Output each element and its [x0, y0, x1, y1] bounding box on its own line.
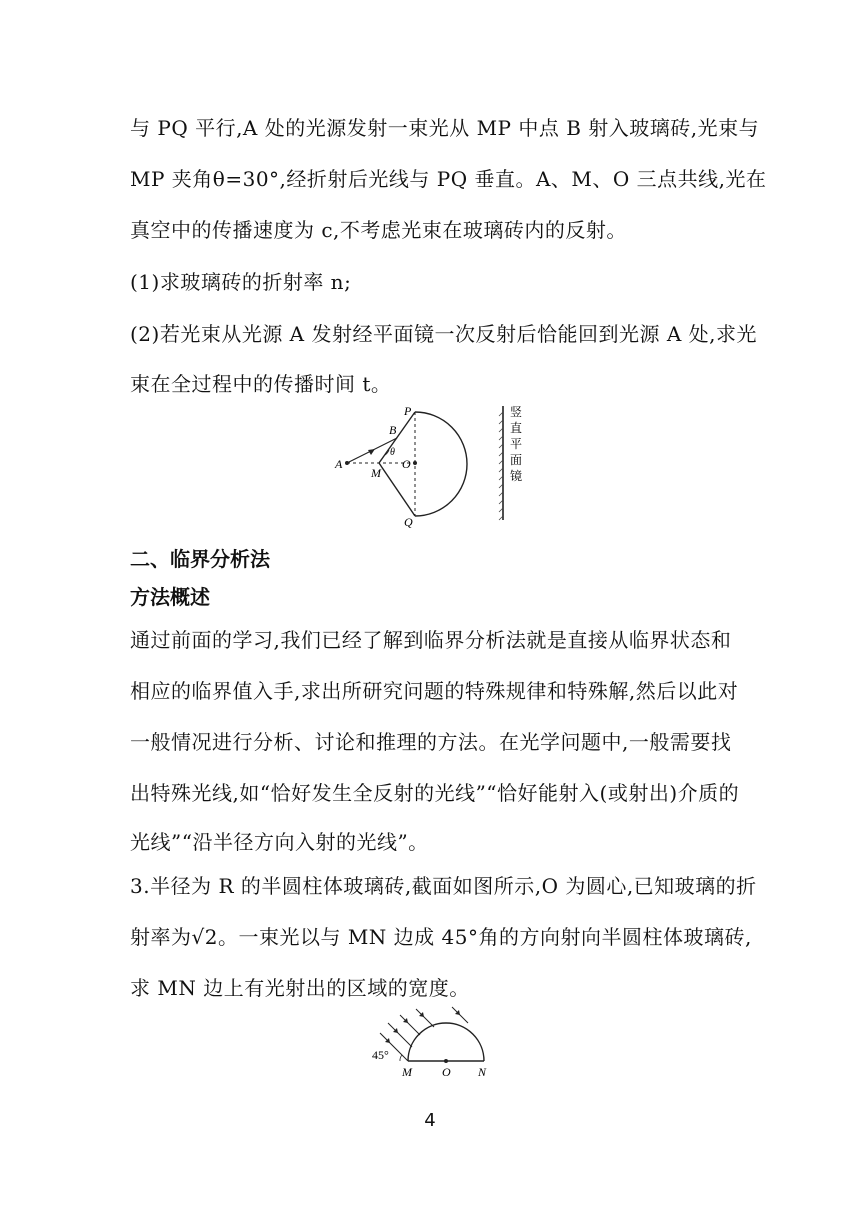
label-b: B [389, 423, 397, 437]
method-line-3: 一般情况进行分析、讨论和推理的方法。在光学问题中,一般需要找 [130, 730, 732, 754]
figure-semicircle-mirror [325, 402, 545, 532]
mirror-label-char: 面 [510, 453, 523, 467]
problem2-line-2: MP 夹角θ=30°,经折射后光线与 PQ 垂直。A、M、O 三点共线,光在 [130, 167, 767, 191]
label-theta: θ [390, 447, 395, 458]
mirror-label-char: 镜 [510, 469, 523, 483]
section-subtitle: 方法概述 [130, 585, 210, 609]
angle-arc [400, 1055, 402, 1061]
semicircle [408, 1023, 484, 1061]
method-line-1: 通过前面的学习,我们已经了解到临界分析法就是直接从临界状态和 [130, 628, 732, 652]
page-number: 4 [424, 1110, 436, 1131]
point-o [444, 1059, 448, 1063]
problem3-line-3: 求 MN 边上有光射出的区域的宽度。 [130, 976, 470, 1000]
problem2-line-6: 束在全过程中的传播时间 t。 [130, 372, 392, 396]
label-o: O [402, 457, 411, 471]
mirror-label-char: 平 [510, 437, 523, 451]
mirror-label [510, 404, 522, 483]
method-line-4: 出特殊光线,如“恰好发生全反射的光线”“恰好能射入(或射出)介质的 [130, 781, 740, 805]
label-m: M [402, 1065, 412, 1079]
point-a [345, 461, 349, 465]
problem3-line-1: 3.半径为 R 的半圆柱体玻璃砖,截面如图所示,O 为圆心,已知玻璃的折 [130, 874, 757, 898]
mirror-label-char: 直 [510, 421, 523, 435]
label-a: A [335, 457, 343, 471]
label-45: 45° [372, 1048, 389, 1062]
label-p: P [404, 404, 412, 418]
section-title: 二、临界分析法 [130, 547, 270, 571]
label-n: N [478, 1065, 487, 1079]
point-o [413, 461, 417, 465]
problem3-line-2: 射率为√2。一束光以与 MN 边成 45°角的方向射向半圆柱体玻璃砖, [130, 925, 752, 949]
problem2-line-1: 与 PQ 平行,A 处的光源发射一束光从 MP 中点 B 射入玻璃砖,光束与 [130, 116, 760, 140]
label-o: O [442, 1065, 451, 1079]
method-line-5: 光线”“沿半径方向入射的光线”。 [130, 830, 429, 854]
problem2-question-2: (2)若光束从光源 A 发射经平面镜一次反射后恰能回到光源 A 处,求光 [130, 322, 758, 346]
ray-arrows [385, 1010, 460, 1043]
method-line-2: 相应的临界值入手,求出所研究问题的特殊规律和特殊解,然后以此对 [130, 679, 739, 703]
mirror-label-char: 竖 [510, 405, 523, 419]
label-m: M [371, 466, 381, 480]
problem2-question-1: (1)求玻璃砖的折射率 n; [130, 270, 352, 294]
problem2-line-3: 真空中的传播速度为 c,不考虑光束在玻璃砖内的反射。 [130, 218, 627, 242]
edge-pm [379, 412, 415, 463]
label-q: Q [404, 515, 413, 529]
figure-semicircle-45 [368, 1005, 508, 1085]
incident-rays [380, 1007, 468, 1061]
semicircle-arc [415, 412, 467, 516]
